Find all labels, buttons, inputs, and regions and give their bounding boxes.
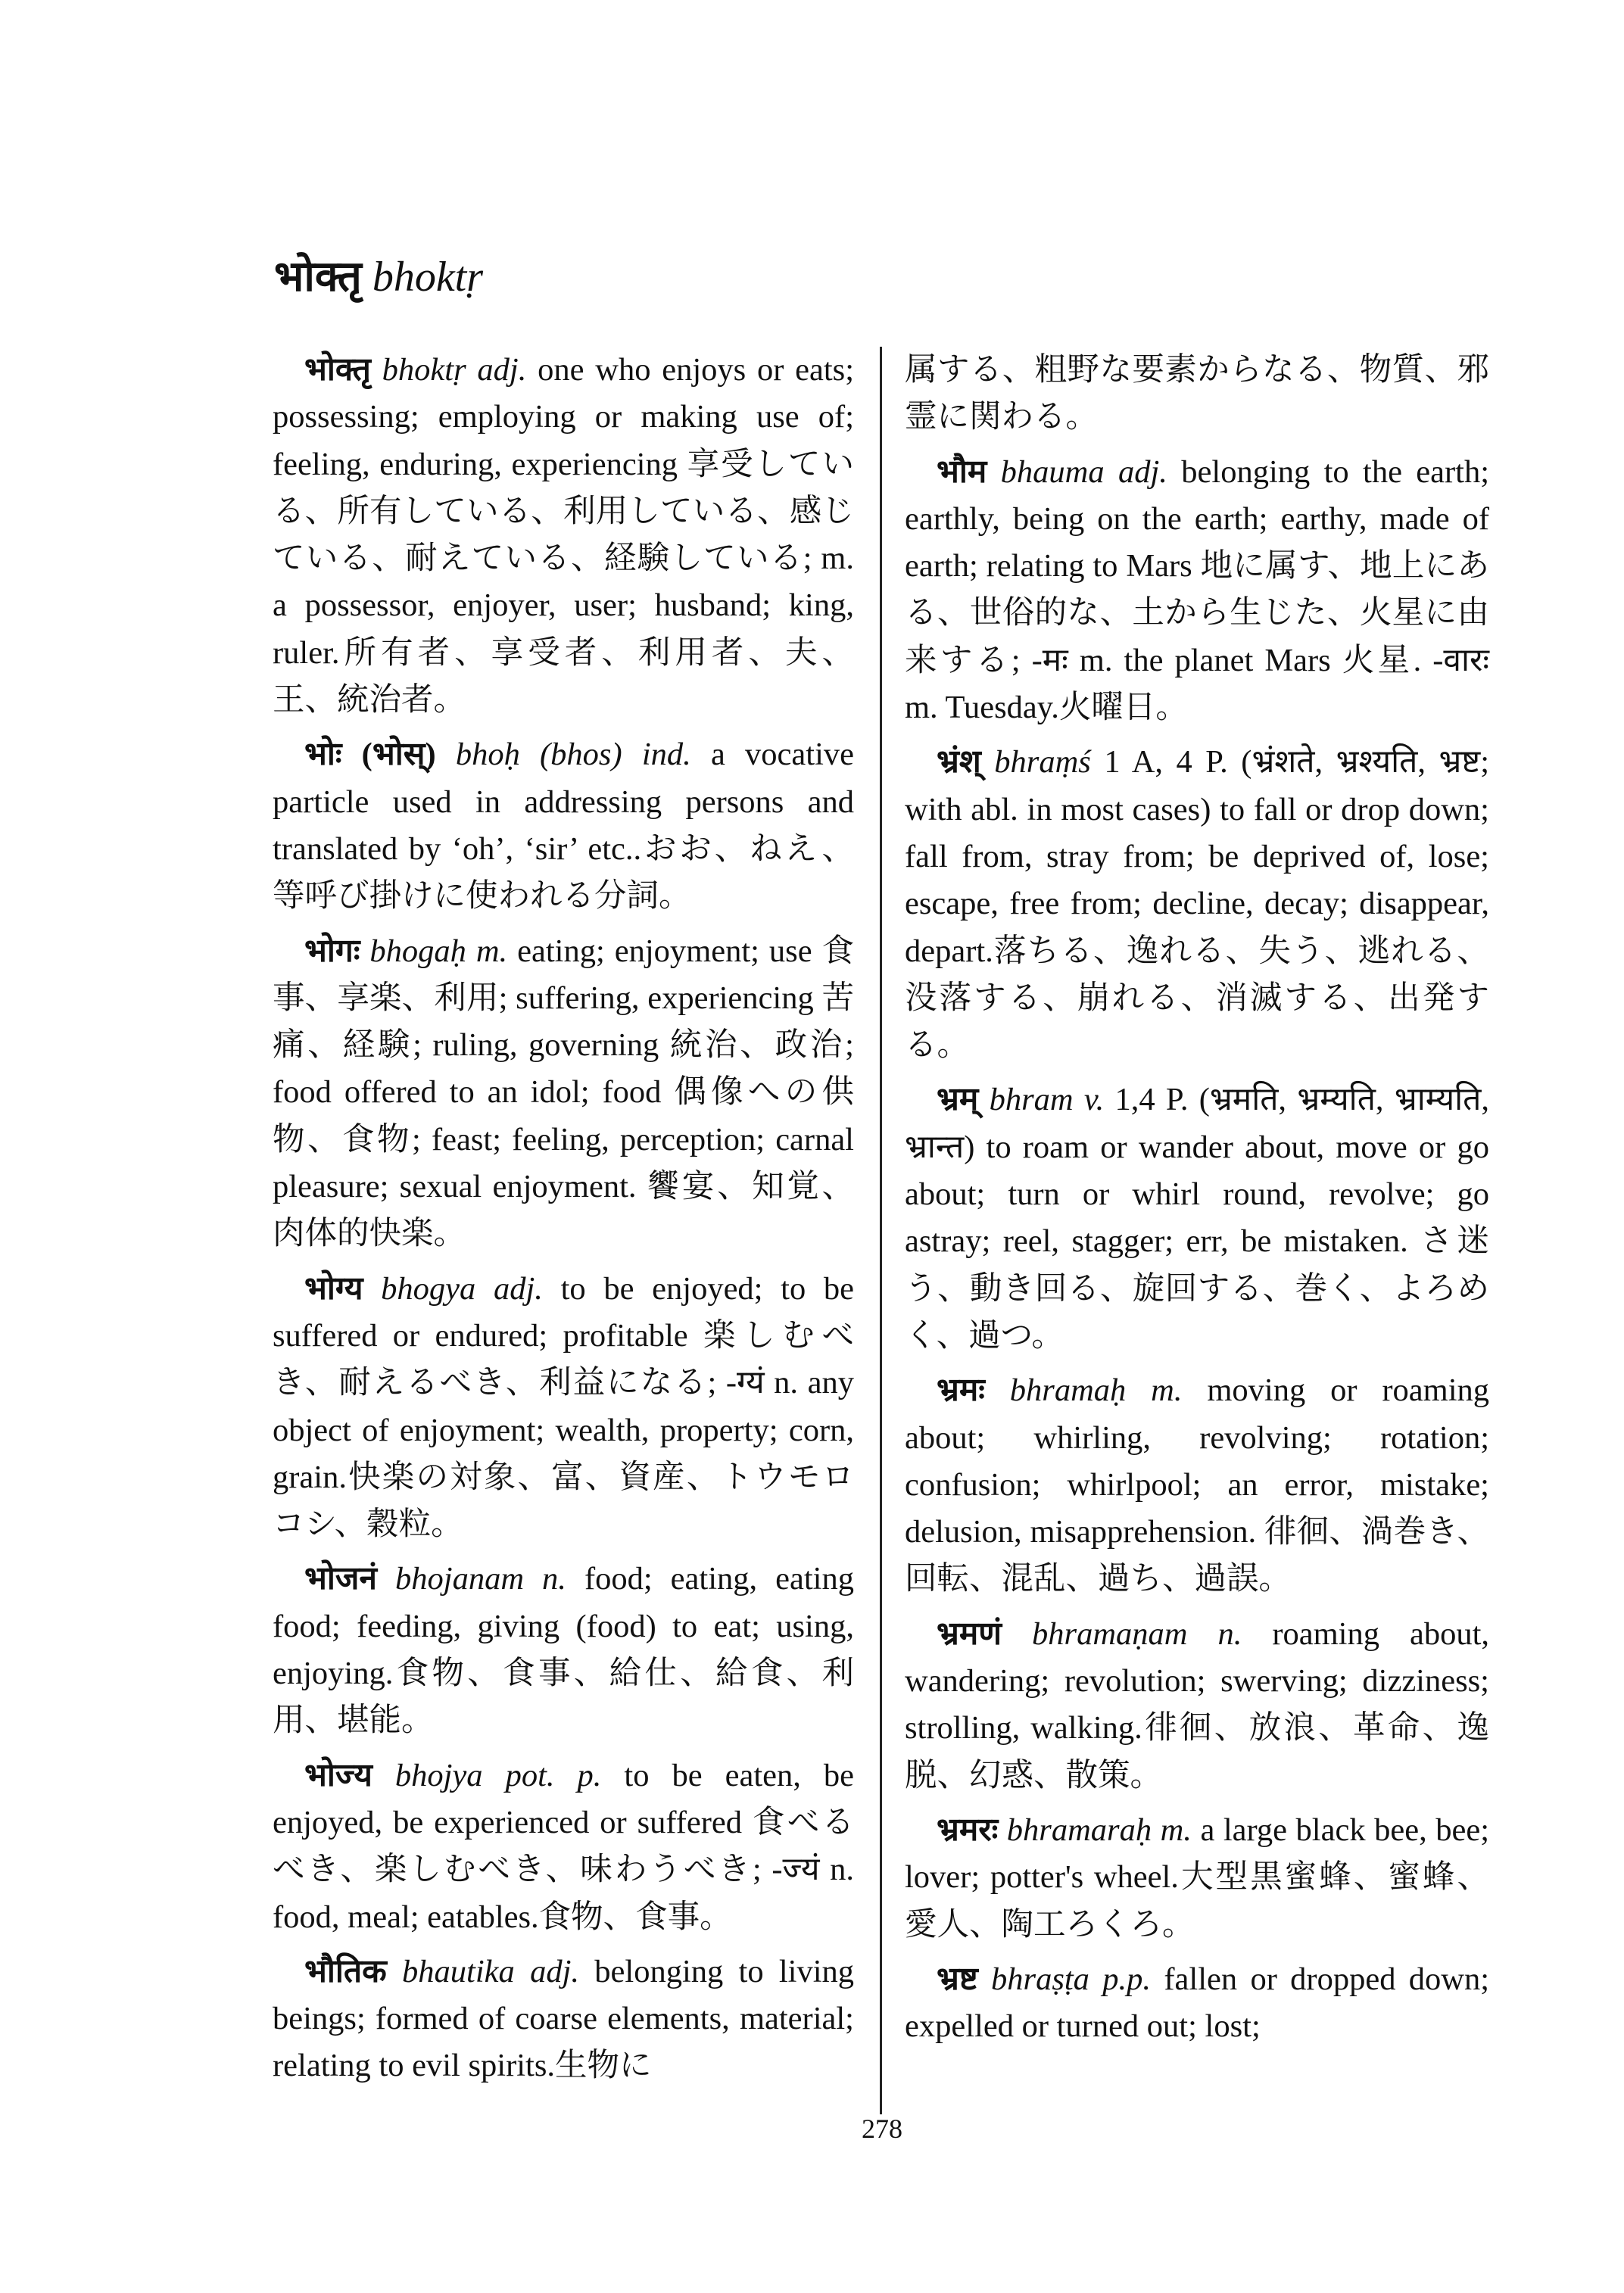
entry-transliteration: bhram <box>989 1082 1074 1118</box>
header-roman: bhoktṛ <box>372 254 484 301</box>
dictionary-entry <box>905 1956 1489 2051</box>
entry-transliteration: bhoḥ (bhos) <box>455 737 622 773</box>
dictionary-entry <box>273 1556 854 1744</box>
entry-grammar: p.p. <box>1102 1961 1152 1997</box>
header-devanagari: भोक्तृ <box>274 254 362 301</box>
left-column <box>273 347 854 2098</box>
entry-headword: भ्रष्ट <box>937 1961 978 1997</box>
entry-transliteration: bhogya <box>381 1270 476 1307</box>
entry-headword: भोगः <box>304 933 360 969</box>
dictionary-entry <box>273 347 854 724</box>
dictionary-entry <box>905 739 1489 1069</box>
entry-definition: 属する、粗野な要素からなる、物質、邪霊に関わる。 <box>905 352 1489 435</box>
entry-grammar: adj. <box>1117 453 1167 490</box>
entry-grammar: m. <box>475 933 508 969</box>
entry-grammar: ind. <box>641 737 691 773</box>
entry-transliteration: bhogaḥ <box>369 933 466 969</box>
entry-headword: भोः (भोस्) <box>304 737 436 773</box>
entry-headword: भ्रम् <box>937 1082 979 1118</box>
entry-headword: भौम <box>937 453 987 490</box>
entry-transliteration: bhojanam <box>395 1561 525 1597</box>
entry-definition: a large black bee, bee; lover; potter's wheel.大型黒蜜蜂、蜜蜂、愛人、陶工ろくろ。 <box>905 1812 1490 1943</box>
entry-definition: 1,4 P. (भ्रमति, भ्रम्यति, भ्राम्यति, भ्रान्त) to roam or wander about, move or go about; turn or whirl round, revolve; go astray; reel, stagger; err, be mistaken. さ迷う、動き回る、旋回する、巻く、よろめく、過つ。 <box>905 1082 1490 1354</box>
entry-headword: भोज्य <box>304 1757 372 1793</box>
dictionary-entry <box>273 1949 854 2090</box>
entry-transliteration: bhautika <box>402 1953 515 1989</box>
entry-definition: fallen or dropped down; expelled or turned out; lost; <box>905 1961 1490 2045</box>
entry-grammar: adj. <box>493 1270 543 1307</box>
entry-headword: भ्रमरः <box>937 1812 999 1848</box>
entry-grammar: adj. <box>477 352 527 388</box>
entry-transliteration: bhojya <box>394 1757 483 1793</box>
dictionary-entry <box>905 1807 1489 1949</box>
dictionary-entry <box>273 1752 854 1941</box>
entry-definition: to be eaten, be enjoyed, be experienced or suffered 食べるべき、楽しむべき、味わうべき; -ज्यं n. food, meal; eatables.食物、食事。 <box>273 1757 855 1935</box>
entry-transliteration: bhauma <box>1000 453 1105 490</box>
entry-headword: भोजनं <box>304 1561 378 1597</box>
entry-headword: भ्रंश् <box>937 744 981 780</box>
dictionary-entry <box>905 449 1489 732</box>
entry-headword: भ्रमणं <box>937 1615 1002 1652</box>
entry-grammar: adj. <box>530 1953 579 1989</box>
dictionary-entry <box>273 731 854 920</box>
column-divider <box>880 347 882 2114</box>
dictionary-entry <box>273 1266 854 1549</box>
dictionary-entry-continuation <box>905 347 1489 441</box>
entry-definition: roaming about, wandering; revolution; swerving; dizziness; strolling, walking.徘徊、放浪、革命、逸脱、幻惑、散策。 <box>905 1615 1490 1793</box>
entry-transliteration: bhramaraḥ <box>1006 1812 1152 1848</box>
entry-grammar: m. <box>1151 1372 1183 1409</box>
entry-definition: belonging to the earth; earthly, being on the earth; earthy, made of earth; relating to Mars 地に属す、地上にある、世俗的な、土から生じた、火星に由来する; -मः m. the planet Mars 火星. -वारः m. Tuesday.火曜日。 <box>905 453 1490 726</box>
entry-transliteration: bhraṃś <box>994 744 1091 780</box>
entry-headword: भोक्तृ <box>304 352 371 388</box>
entry-grammar: n. <box>542 1561 566 1597</box>
entry-definition: to be enjoyed; to be suffered or endured; profitable 楽しむべき、耐えるべき、利益になる; -ग्यं n. any object of enjoyment; wealth, property; corn, grain.快楽の対象、富、資産、トウモロコシ、穀粒。 <box>273 1270 855 1543</box>
entry-headword: भ्रमः <box>937 1372 985 1409</box>
page-header <box>274 250 483 304</box>
entry-definition: one who enjoys or eats; possessing; employing or making use of; feeling, enduring, experiencing 享受している、所有している、利用している、感じている、耐えている、経験している; m. a possessor, enjoyer, user; husband; king, ruler.所有者、享受者、利用者、夫、王、統治者。 <box>273 352 855 718</box>
page-number: 278 <box>862 2114 902 2144</box>
right-column <box>905 347 1489 2058</box>
entry-definition: food; eating, eating food; feeding, giving (food) to eat; using, enjoying.食物、食事、給仕、給食、利用、堪能。 <box>273 1561 854 1739</box>
entry-definition: eating; enjoyment; use 食事、享楽、利用; suffering, experiencing 苦痛、経験; ruling, governing 統治、政治; food offered to an idol; food 偶像への供物、食物; feast; feeling, perception; carnal pleasure; sexual enjoyment. 饗宴、知覚、肉体的快楽。 <box>273 933 855 1252</box>
entry-headword: भोग्य <box>304 1270 363 1307</box>
entry-headword: भौतिक <box>304 1953 387 1989</box>
dictionary-entry <box>905 1076 1489 1360</box>
dictionary-entry <box>905 1611 1489 1799</box>
dictionary-entry <box>905 1367 1489 1603</box>
entry-definition: belonging to living beings; formed of coarse elements, material; relating to evil spirits.生物に <box>273 1953 855 2084</box>
entry-transliteration: bhoktṛ <box>382 352 466 388</box>
entry-grammar: m. <box>1160 1812 1192 1848</box>
entry-transliteration: bhramaṇam <box>1032 1615 1188 1652</box>
dictionary-entry <box>273 928 854 1258</box>
entry-definition: a vocative particle used in addressing persons and translated by ‘oh’, ‘sir’ etc..おお、ねえ、等呼び掛けに使われる分詞。 <box>273 737 854 914</box>
entry-grammar: n. <box>1217 1615 1242 1652</box>
entry-transliteration: bhraṣṭa <box>991 1961 1089 1997</box>
entry-grammar: v. <box>1083 1082 1105 1118</box>
entry-definition: moving or roaming about; whirling, revolving; rotation; confusion; whirlpool; an error, mistake; delusion, misapprehension. 徘徊、渦巻き、回転、混乱、過ち、過誤。 <box>905 1372 1490 1597</box>
entry-grammar: pot. p. <box>505 1757 602 1793</box>
entry-transliteration: bhramaḥ <box>1009 1372 1127 1409</box>
entry-definition: 1 A, 4 P. (भ्रंशते, भ्रश्यति, भ्रष्ट; with abl. in most cases) to fall or drop down; fall from, stray from; be deprived of, lose; escape, free from; decline, decay; disappear, depart.落ちる、逸れる、失う、逃れる、没落する、崩れる、消滅する、出発する。 <box>905 744 1490 1064</box>
